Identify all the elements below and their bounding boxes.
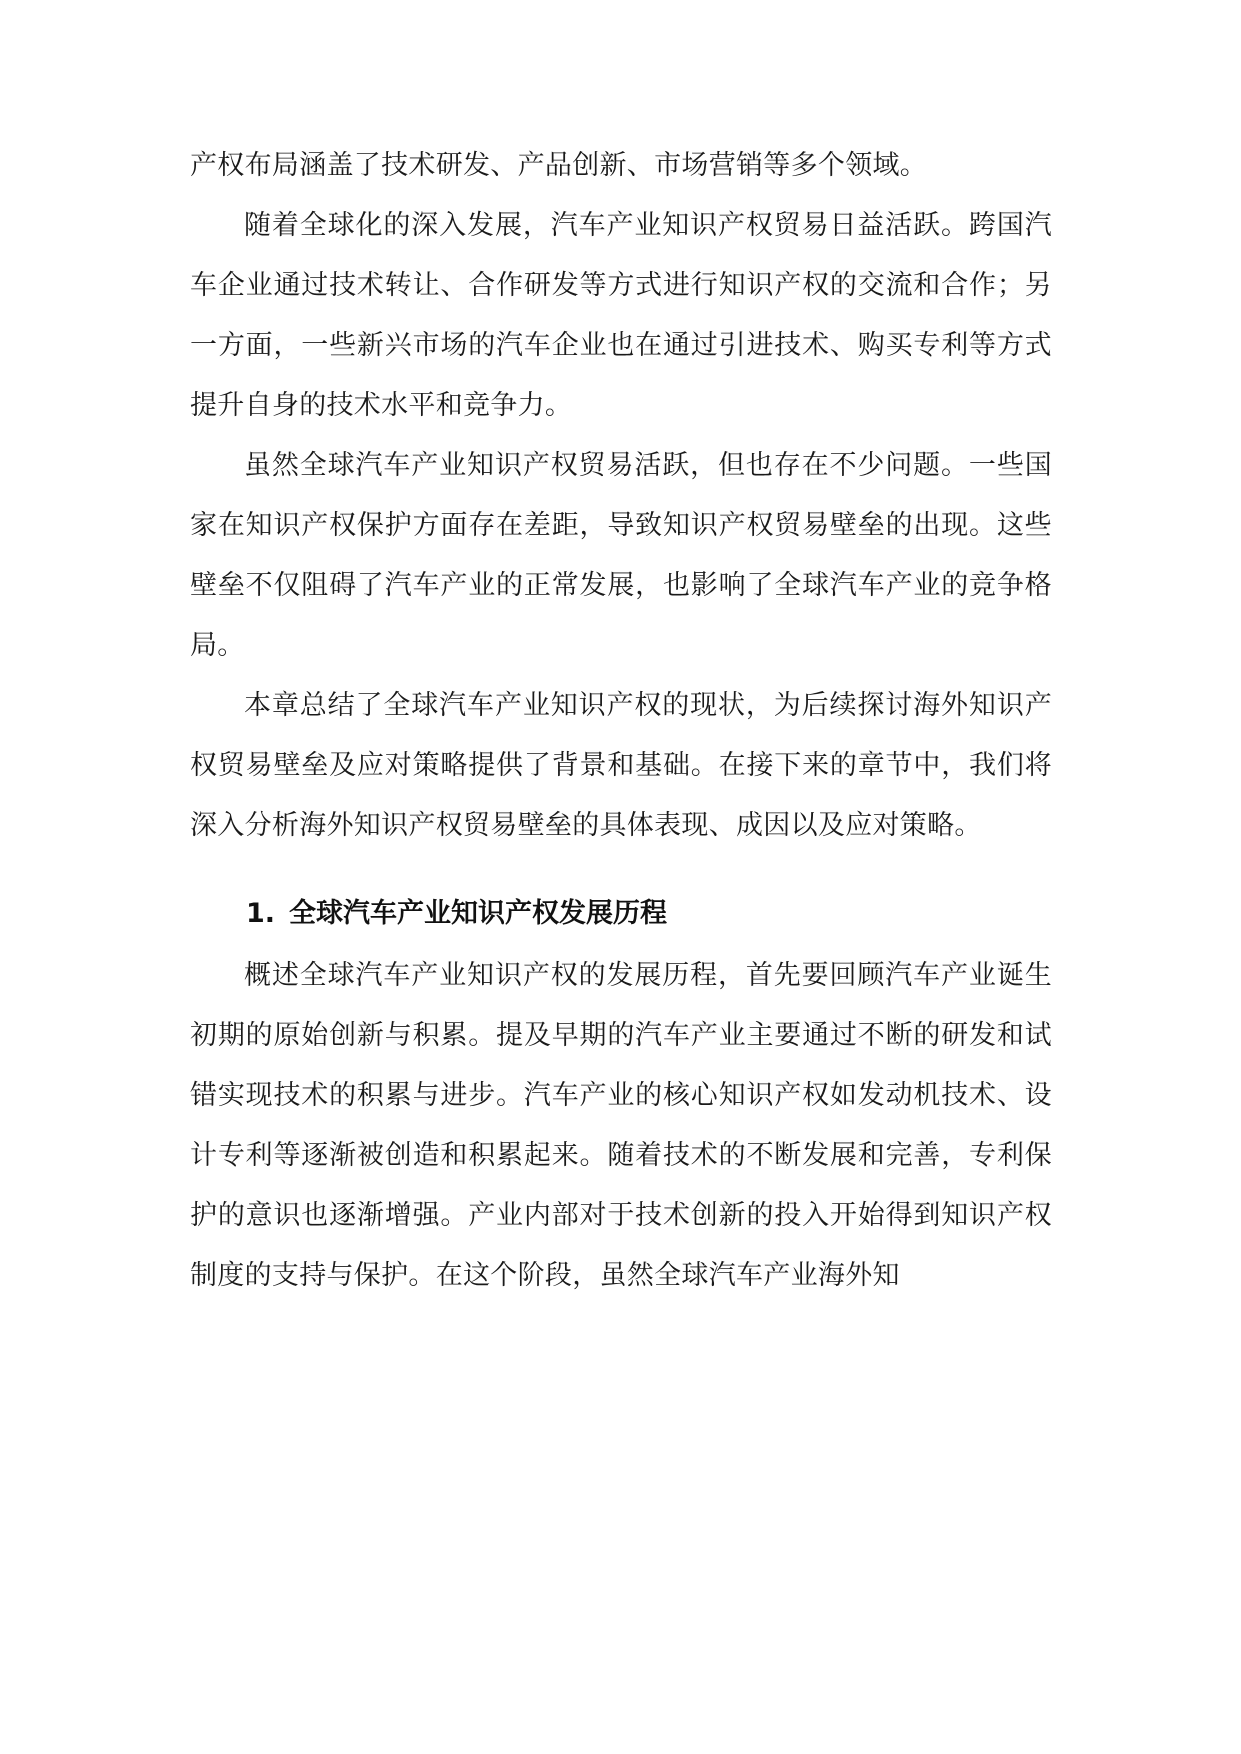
section-heading — [190, 884, 1052, 944]
paragraph-development-history: 概述全球汽车产业知识产权的发展历程，首先要回顾汽车产业诞生初期的原始创新与积累。提及早期的汽车产业主要通过不断的研发和试错实现技术的积累与进步。汽车产业的核心知识产权如发动机技术、设计专利等逐渐被创造和积累起来。随着技术的不断发展和完善，专利保护的意识也逐渐增强。产业内部对于技术创新的投入开始得到知识产权制度的支持与保护。在这个阶段，虽然全球汽车产业海外知 — [190, 960, 1052, 1291]
section-title: 全球汽车产业知识产权发展历程 — [289, 898, 668, 929]
section-number: 1. — [246, 898, 276, 929]
paragraph-continuation: 产权布局涵盖了技术研发、产品创新、市场营销等多个领域。 — [190, 150, 928, 181]
paragraph-ip-trade-problems: 虽然全球汽车产业知识产权贸易活跃，但也存在不少问题。一些国家在知识产权保护方面存在差距，导致知识产权贸易壁垒的出现。这些壁垒不仅阻碍了汽车产业的正常发展，也影响了全球汽车产业的竞争格局。 — [190, 450, 1052, 661]
paragraph-ip-trade-activity: 随着全球化的深入发展，汽车产业知识产权贸易日益活跃。跨国汽车企业通过技术转让、合作研发等方式进行知识产权的交流和合作；另一方面，一些新兴市场的汽车企业也在通过引进技术、购买专利等方式提升自身的技术水平和竞争力。 — [190, 210, 1052, 421]
paragraph-chapter-summary: 本章总结了全球汽车产业知识产权的现状，为后续探讨海外知识产权贸易壁垒及应对策略提供了背景和基础。在接下来的章节中，我们将深入分析海外知识产权贸易壁垒的具体表现、成因以及应对策略。 — [190, 690, 1052, 841]
document-page — [190, 136, 1052, 1306]
